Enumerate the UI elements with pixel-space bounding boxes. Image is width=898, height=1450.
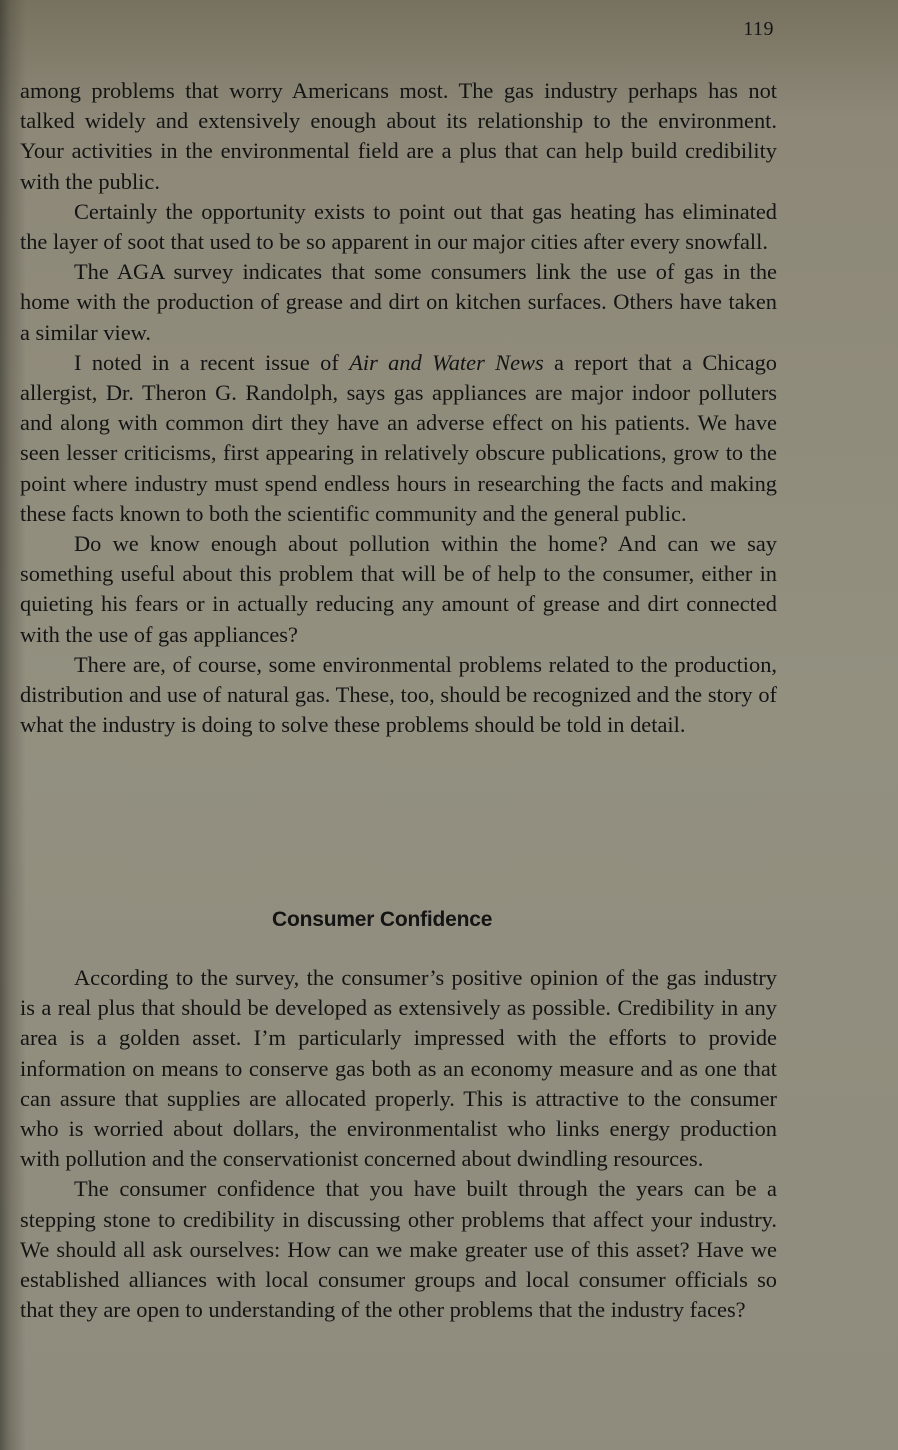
page-number: 119 <box>743 18 774 40</box>
paragraph-environmental-problems: There are, of course, some environmental problems related to the production, distribution and use of natural gas. These, too, should be recognized and the story of what the industry is doing to solve these problems should be told in detail. <box>20 651 777 738</box>
paragraph-aga-survey: The AGA survey indicates that some consumers link the use of gas in the home with the production of grease and dirt on kitchen surfaces. Others have taken a similar view. <box>20 259 777 345</box>
paragraph-allergist: I noted in a recent issue of Air and Water News a report that a Chicago allergist, Dr. Theron G. Randolph, says gas appliances are major indoor polluters and along with common dirt they have an adverse effect on his patients. We have seen lesser criticisms, first appearing in relatively obscure publications, grow to the point where industry must spend endless hours in researching the facts and making these facts known to both the scientific community and the general public. <box>20 349 777 526</box>
body-text-bottom <box>20 963 777 1325</box>
paragraph-consumer-confidence: The consumer confidence that you have built through the years can be a stepping stone to credibility in discussing other problems that affect your industry. We should all ask ourselves: How can we make greater use of this asset? Have we established alliances with local consumer groups and local consumer officials so that they are open to understanding of the other problems that the industry faces? <box>20 1176 777 1323</box>
paragraph-continuation: among problems that worry Americans most. The gas industry perhaps has not talked widely and extensively enough about its relationship to the environment. Your activities in the environmental field are a plus that can help build credibility with the public. <box>20 78 777 194</box>
section-heading: Consumer Confidence <box>272 908 493 931</box>
paragraph-home-pollution: Do we know enough about pollution within the home? And can we say something useful about this problem that will be of help to the consumer, either in quieting his fears or in actually reducing any amount of grease and dirt connected with the use of gas appliances? <box>20 531 777 647</box>
body-text-top <box>20 76 777 740</box>
paragraph-survey-opinion: According to the survey, the consumer’s positive opinion of the gas industry is a real plus that should be developed as extensively as possible. Credibility in any area is a golden asset. I’m particularly impressed with the efforts to provide information on means to conserve gas both as an economy measure and as one that can assure that supplies are allocated properly. This is attractive to the consumer who is worried about dollars, the environmentalist who links energy production with pollution and the conservationist concerned about dwindling resources. <box>20 965 777 1172</box>
paragraph-soot: Certainly the opportunity exists to point out that gas heating has eliminated the layer of soot that used to be so apparent in our major cities after every snowfall. <box>20 198 777 255</box>
publication-title: Air and Water News <box>349 349 544 375</box>
